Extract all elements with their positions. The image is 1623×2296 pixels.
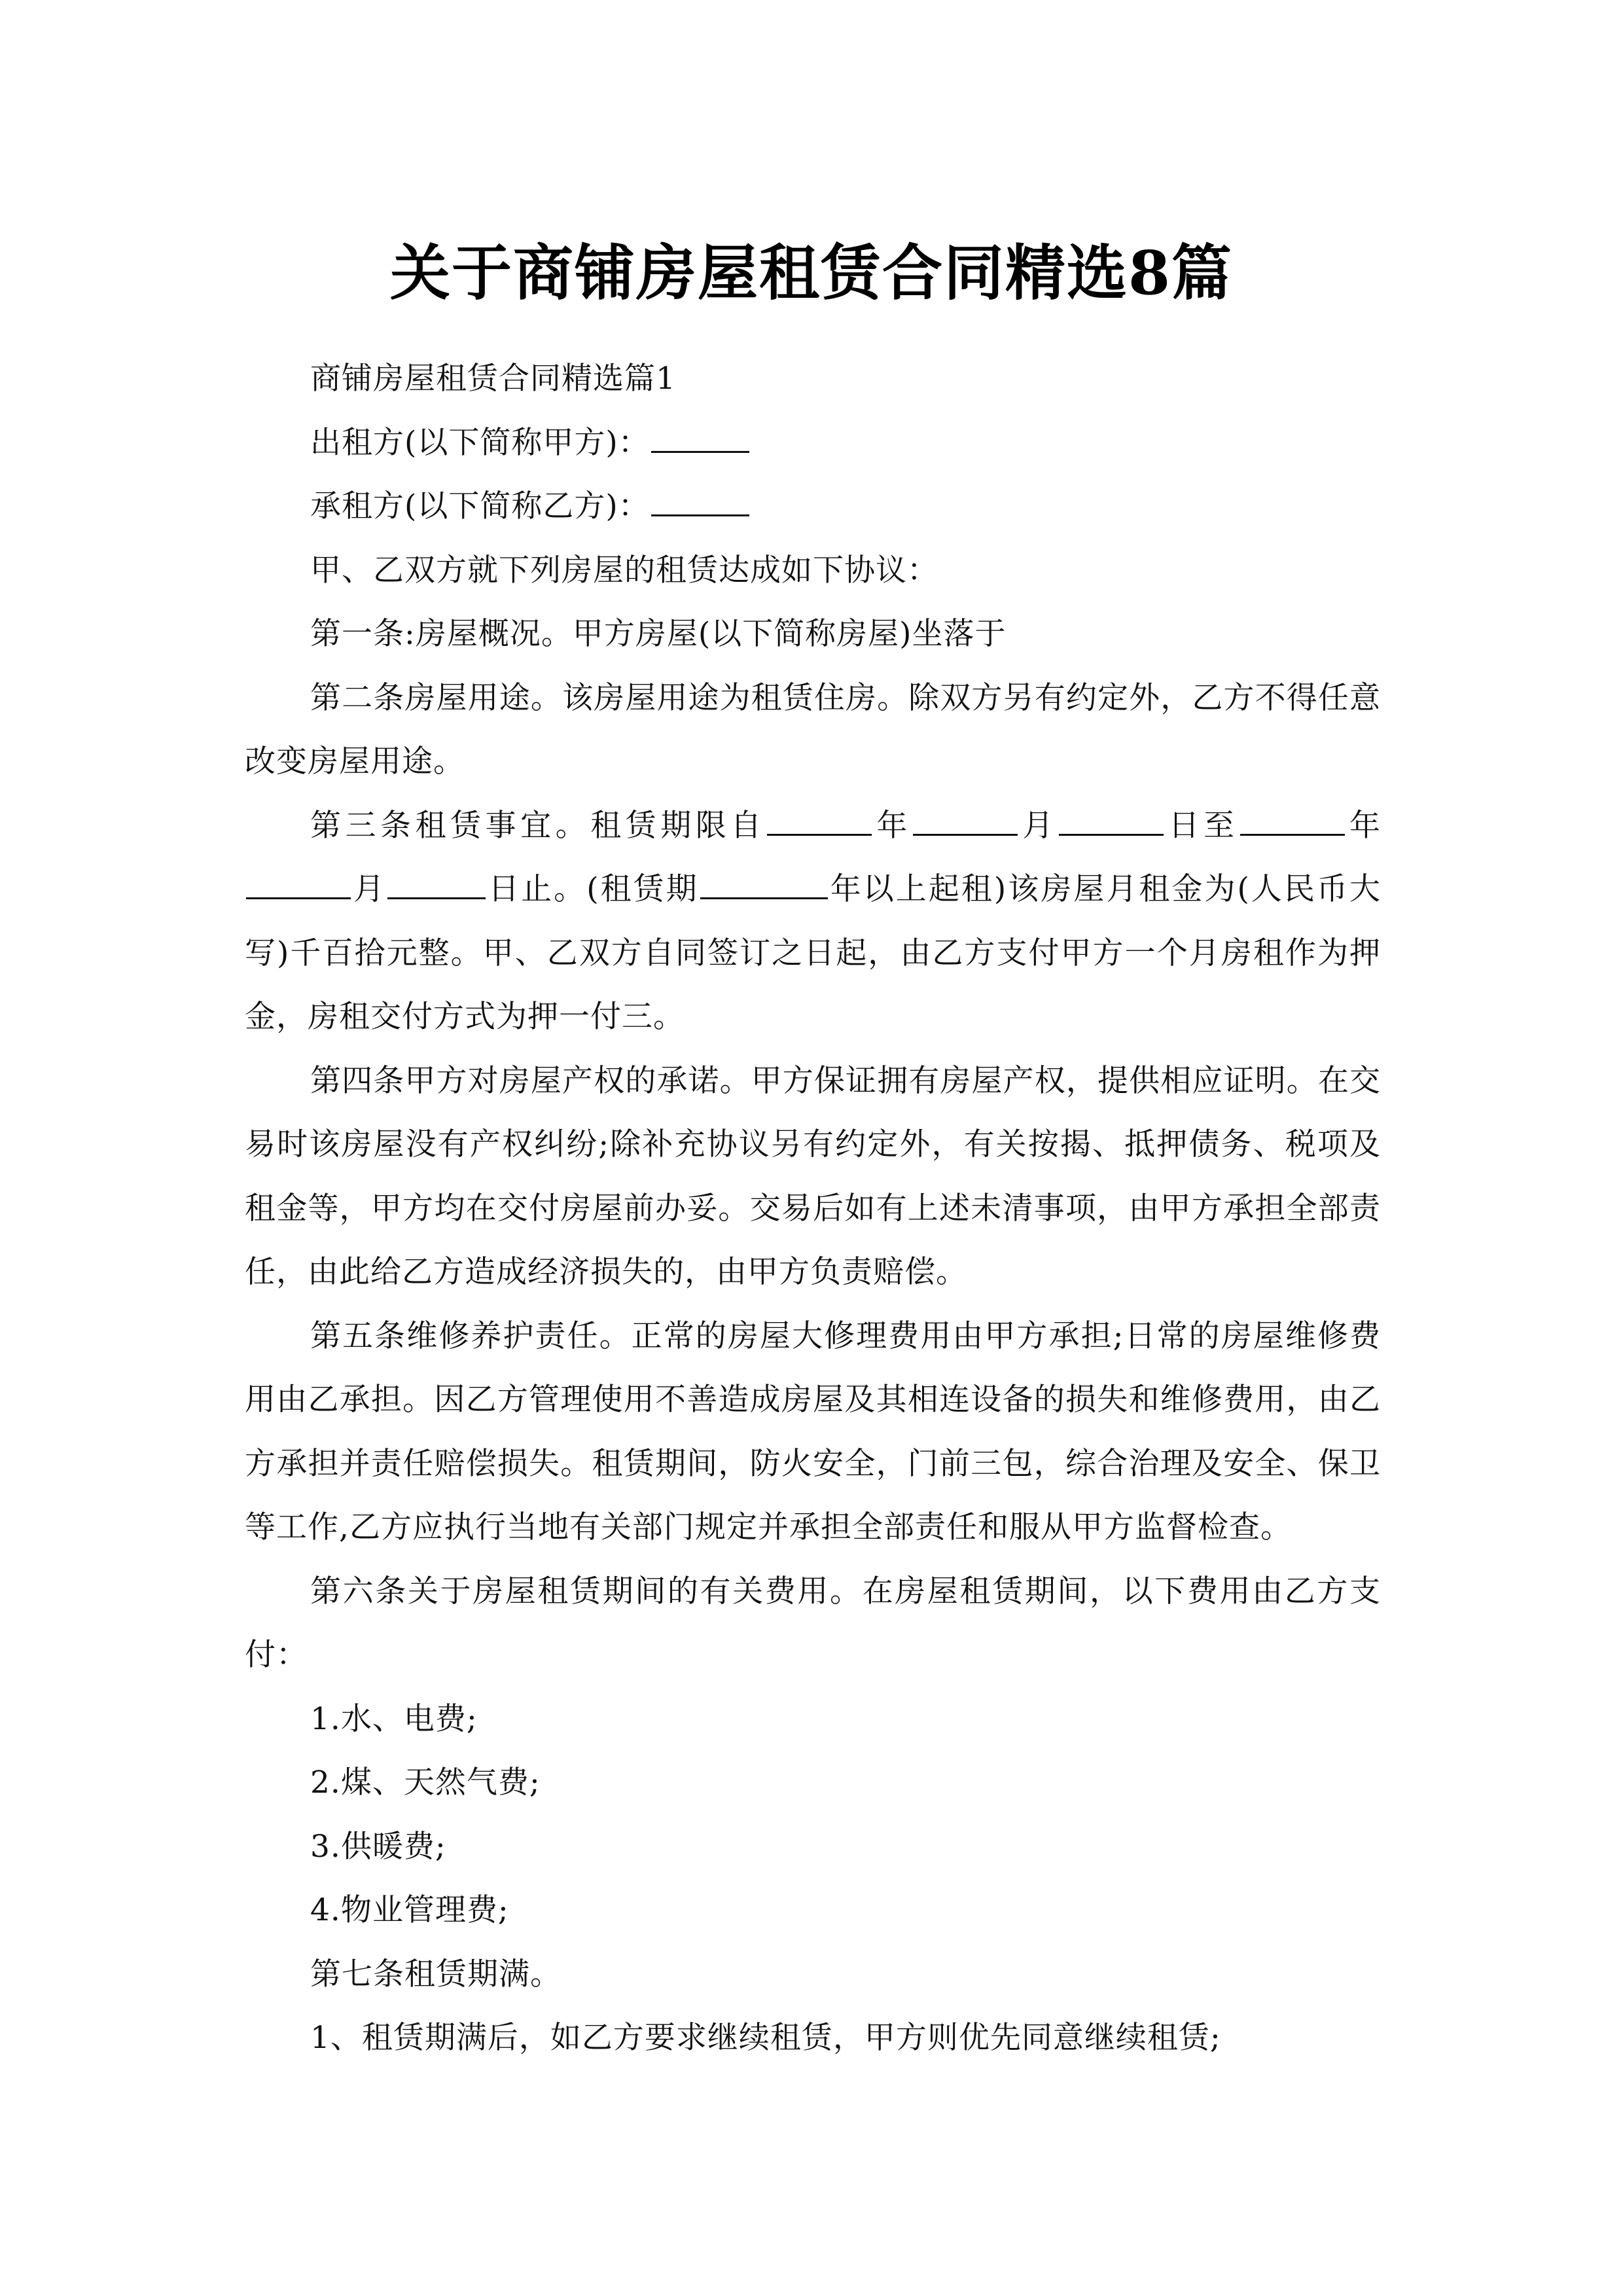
document-title: 关于商铺房屋租赁合同精选8篇 (389, 237, 1233, 308)
month-label: 月 (1018, 807, 1058, 844)
article-7-item-1: 1、租赁期满后，如乙方要求继续租赁，甲方则优先同意继续租赁; (310, 2020, 1221, 2056)
year-label-2: 年 (1346, 807, 1382, 844)
article-5: 第五条维修养护责任。正常的房屋大修理费用由甲方承担;日常的房屋维修费用由乙承担。因乙方管理使用不善造成房屋及其相连设备的损失和维修费用，由乙方承担并责任赔偿损失。租赁期间，防火安全，门前三包，综合治理及安全、保卫等工作,乙方应执行当地有关部门规定并承担全部责任和服从甲方监督检查。 (245, 1318, 1381, 1545)
article-3 (245, 794, 1381, 1049)
lessor-line (245, 411, 1381, 475)
article-6: 第六条关于房屋租赁期间的有关费用。在房屋租赁期间，以下费用由乙方支付： (245, 1573, 1381, 1673)
start-year-blank (767, 804, 872, 836)
section-heading: 商铺房屋租赁合同精选篇1 (310, 361, 676, 397)
article-4: 第四条甲方对房屋产权的承诺。甲方保证拥有房屋产权，提供相应证明。在交易时该房屋没有产权纠纷;除补充协议另有约定外，有关按揭、抵押债务、税项及租金等，甲方均在交付房屋前办妥。交易后如有上述未清事项，由甲方承担全部责任，由此给乙方造成经济损失的，由甲方负责赔偿。 (245, 1062, 1381, 1290)
fee-item-4: 4.物业管理费; (310, 1892, 509, 1928)
fee-item-2: 2.煤、天然气费; (310, 1765, 541, 1801)
preamble: 甲、乙双方就下列房屋的租赁达成如下协议： (310, 552, 938, 588)
fee-item-1: 1.水、电费; (310, 1700, 478, 1737)
end-year-blank (1240, 804, 1345, 836)
lease-years-blank (700, 868, 828, 899)
month-label-2: 月 (352, 871, 387, 907)
lessee-name-blank (651, 485, 749, 516)
end-day-blank (387, 868, 486, 899)
lessor-name-blank (651, 422, 749, 453)
day-to-label: 日至 (1164, 807, 1239, 844)
fee-item-3: 3.供暖费; (310, 1828, 446, 1865)
lessee-line (245, 475, 1381, 539)
year-label: 年 (872, 807, 912, 844)
day-end-label: 日止。(租赁期 (487, 871, 699, 907)
lessee-label: 承租方(以下简称乙方)： (310, 488, 650, 524)
article-7: 第七条租赁期满。 (310, 1956, 562, 1992)
start-month-blank (913, 804, 1018, 836)
article-3-intro: 第三条租赁事宜。租赁期限自 (310, 807, 766, 844)
lessor-label: 出租方(以下简称甲方)： (310, 424, 650, 461)
article-1: 第一条:房屋概况。甲方房屋(以下简称房屋)坐落于 (310, 616, 1007, 652)
end-month-blank (246, 868, 351, 899)
document-body (245, 347, 1381, 2070)
article-2: 第二条房屋用途。该房屋用途为租赁住房。除双方另有约定外，乙方不得任意改变房屋用途。 (245, 679, 1381, 780)
start-day-blank (1059, 804, 1164, 836)
article-3-rent-terms: 年以上起租)该房屋月租金为(人民币大写)千百拾元整。甲、乙双方自同签订之日起，由乙方支付甲方一个月房租作为押金，房租交付方式为押一付三。 (245, 871, 1382, 1035)
